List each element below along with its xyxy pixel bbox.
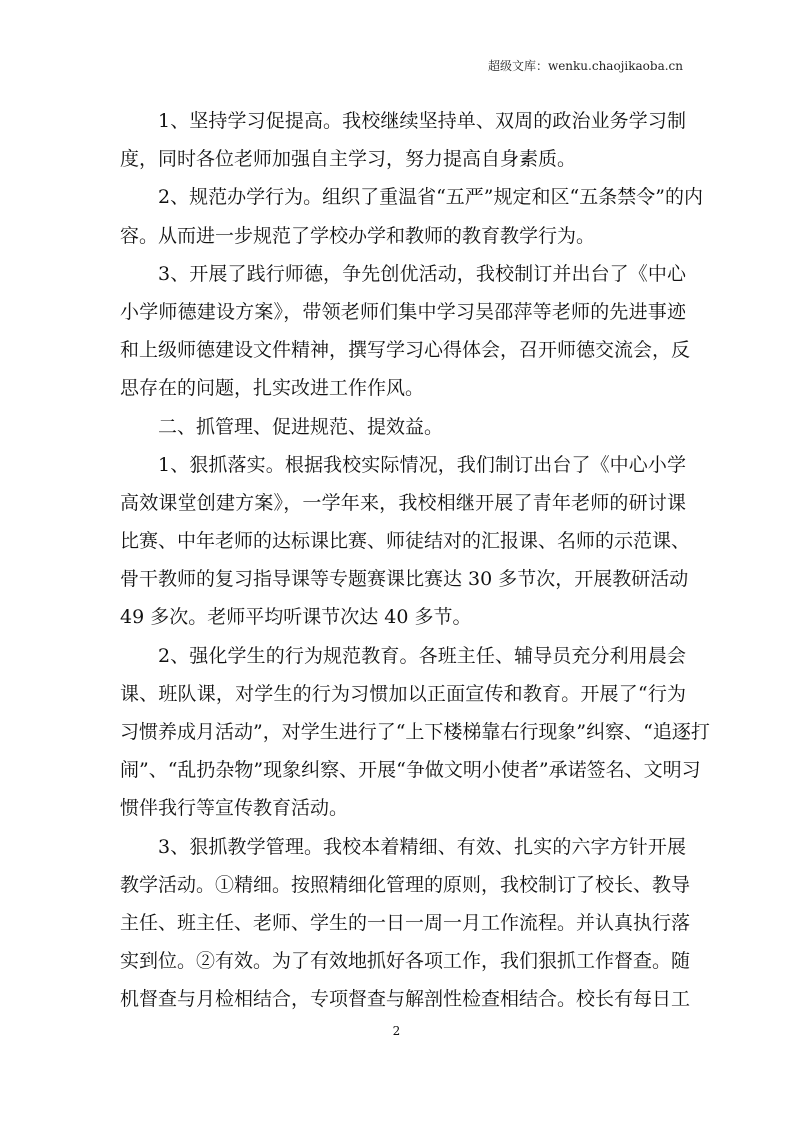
paragraph-line: 习惯养成月活动”，对学生进行了“上下楼梯靠右行现象”纠察、“追逐打 — [120, 721, 710, 743]
paragraph-line: 实到位。②有效。为了有效地抓好各项工作，我们狠抓工作督查。随 — [120, 950, 691, 973]
paragraph-line: 2、规范办学行为。组织了重温省“五严”规定和区“五条禁令”的内 — [158, 186, 703, 209]
paragraph-line: 49 多次。老师平均听课节次达 40 多节。 — [120, 606, 472, 629]
paragraph-line: 2、强化学生的行为规范教育。各班主任、辅导员充分利用晨会 — [158, 644, 686, 667]
paragraph-line: 思存在的问题，扎实改进工作作风。 — [120, 377, 425, 400]
page-header-source: 超级文库：wenku.chaojikaoba.cn — [487, 59, 683, 73]
paragraph-line: 骨干教师的复习指导课等专题赛课比赛达 30 多节次，开展教研活动 — [120, 568, 689, 591]
paragraph — [120, 637, 710, 828]
paragraph — [120, 828, 691, 1019]
paragraph — [120, 446, 691, 637]
paragraph-line: 和上级师德建设文件精神，撰写学习心得体会，召开师德交流会，反 — [120, 339, 691, 362]
paragraph-line: 度，同时各位老师加强自主学习，努力提高自身素质。 — [120, 148, 577, 171]
paragraph-line: 二、抓管理、促进规范、提效益。 — [158, 415, 444, 438]
paragraph-line: 课、班队课，对学生的行为习惯加以正面宣传和教育。开展了“行为 — [120, 682, 686, 705]
paragraph-line: 1、狠抓落实。根据我校实际情况，我们制订出台了《中心小学 — [158, 453, 686, 476]
paragraph-line: 比赛、中年老师的达标课比赛、师徒结对的汇报课、名师的示范课、 — [120, 530, 691, 553]
paragraph-line: 教学活动。①精细。按照精细化管理的原则，我校制订了校长、教导 — [120, 873, 691, 896]
page-number: 2 — [392, 1024, 401, 1038]
paragraph — [120, 408, 686, 446]
paragraph-line: 惯伴我行等宣传教育活动。 — [120, 797, 349, 820]
paragraph-line: 1、坚持学习促提高。我校继续坚持单、双周的政治业务学习制 — [158, 110, 686, 132]
paragraph — [120, 255, 691, 408]
paragraph — [120, 102, 686, 178]
document-body — [120, 102, 710, 1019]
paragraph-line: 容。从而进一步规范了学校办学和教师的教育教学行为。 — [120, 224, 596, 247]
paragraph-line: 机督查与月检相结合，专项督查与解剖性检查相结合。校长有每日工 — [120, 988, 691, 1011]
paragraph — [120, 178, 703, 254]
paragraph-line: 3、狠抓教学管理。我校本着精细、有效、扎实的六字方针开展 — [158, 835, 686, 858]
paragraph-line: 小学师德建设方案》，带领老师们集中学习吴邵萍等老师的先进事迹 — [120, 300, 686, 323]
paragraph-line: 高效课堂创建方案》，一学年来，我校相继开展了青年老师的研讨课 — [120, 491, 686, 514]
paragraph-line: 3、开展了践行师德，争先创优活动，我校制订并出台了《中心 — [158, 262, 686, 285]
paragraph-line: 主任、班主任、老师、学生的一日一周一月工作流程。并认真执行落 — [120, 911, 691, 934]
paragraph-line: 闹”、“乱扔杂物”现象纠察、开展“争做文明小使者”承诺签名、文明习 — [120, 759, 701, 782]
